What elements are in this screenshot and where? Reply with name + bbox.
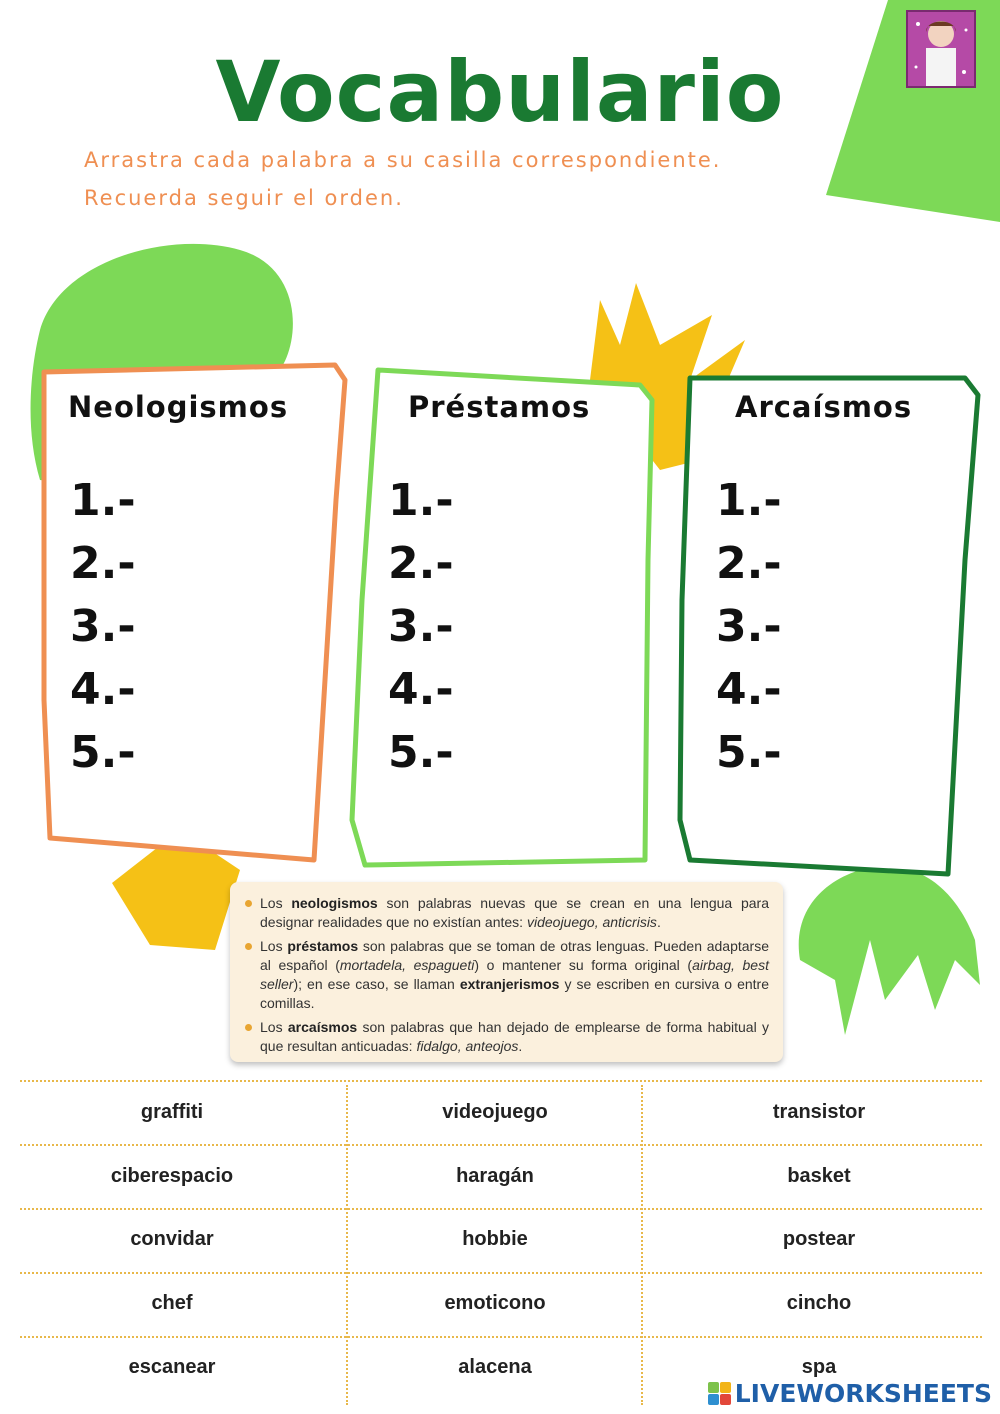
- instruction-line-2: Recuerda seguir el orden.: [84, 186, 404, 210]
- grid-divider: [20, 1080, 982, 1082]
- word-chip[interactable]: escanear: [128, 1356, 216, 1378]
- definitions-box: [230, 882, 783, 1062]
- grid-divider: [20, 1272, 982, 1274]
- drop-slot-prestamos-5[interactable]: 5.-: [388, 727, 454, 778]
- word-chip[interactable]: graffiti: [140, 1101, 204, 1123]
- drop-slot-neologismos-3[interactable]: 3.-: [70, 601, 136, 652]
- grid-divider: [20, 1144, 982, 1146]
- drop-slot-prestamos-4[interactable]: 4.-: [388, 664, 454, 715]
- drop-slot-neologismos-1[interactable]: 1.-: [70, 475, 136, 526]
- word-chip[interactable]: postear: [782, 1228, 856, 1250]
- definition-prestamos: Los préstamos son palabras que se toman de otras lenguas. Pueden adaptarse al español (mortadela, espagueti) o mantener su forma original (airbag, best seller); en ese caso, se llaman extranjerismos y se escriben en cursiva o entre comillas.: [242, 937, 769, 1013]
- word-chip[interactable]: transistor: [772, 1101, 866, 1123]
- word-chip[interactable]: emoticono: [444, 1292, 546, 1314]
- word-chip[interactable]: alacena: [458, 1356, 532, 1378]
- bullet-icon: [245, 1024, 252, 1031]
- drop-slot-arcaismos-1[interactable]: 1.-: [716, 475, 782, 526]
- box-heading-prestamos: Préstamos: [408, 390, 591, 424]
- drop-slot-prestamos-1[interactable]: 1.-: [388, 475, 454, 526]
- word-chip[interactable]: chef: [151, 1292, 193, 1314]
- definition-neologismos: Los neologismos son palabras nuevas que se crean en una lengua para designar realidades que no existían antes: videojuego, anticrisis.: [242, 894, 769, 932]
- box-heading-neologismos: Neologismos: [68, 390, 289, 424]
- drop-slot-arcaismos-4[interactable]: 4.-: [716, 664, 782, 715]
- drop-slot-arcaismos-3[interactable]: 3.-: [716, 601, 782, 652]
- drop-slot-prestamos-3[interactable]: 3.-: [388, 601, 454, 652]
- word-chip[interactable]: cincho: [786, 1292, 852, 1314]
- drop-slot-neologismos-2[interactable]: 2.-: [70, 538, 136, 589]
- green-shape-bottom-right: [799, 866, 980, 1035]
- word-chip[interactable]: basket: [787, 1165, 851, 1187]
- word-chip[interactable]: hobbie: [462, 1228, 528, 1250]
- word-chip[interactable]: ciberespacio: [110, 1165, 234, 1187]
- definition-arcaismos: Los arcaísmos son palabras que han dejado de emplearse de forma habitual y que resultan anticuadas: fidalgo, anteojos.: [242, 1018, 769, 1056]
- drop-slot-arcaismos-5[interactable]: 5.-: [716, 727, 782, 778]
- drop-slot-neologismos-5[interactable]: 5.-: [70, 727, 136, 778]
- word-chip[interactable]: convidar: [130, 1228, 214, 1250]
- word-chip[interactable]: spa: [801, 1356, 837, 1378]
- drop-slot-arcaismos-2[interactable]: 2.-: [716, 538, 782, 589]
- grid-divider: [20, 1208, 982, 1210]
- drop-slot-prestamos-2[interactable]: 2.-: [388, 538, 454, 589]
- bullet-icon: [245, 900, 252, 907]
- grid-divider: [20, 1336, 982, 1338]
- liveworksheets-logo-icon: [708, 1382, 731, 1405]
- page-title: Vocabulario: [215, 43, 785, 141]
- watermark-text: LIVEWORKSHEETS: [734, 1379, 992, 1408]
- liveworksheets-watermark: [708, 1379, 992, 1408]
- word-chip[interactable]: videojuego: [442, 1101, 548, 1123]
- word-chip[interactable]: haragán: [456, 1165, 534, 1187]
- bullet-icon: [245, 943, 252, 950]
- drop-slot-neologismos-4[interactable]: 4.-: [70, 664, 136, 715]
- instruction-line-1: Arrastra cada palabra a su casilla correspondiente.: [84, 148, 722, 172]
- box-heading-arcaismos: Arcaísmos: [735, 390, 913, 424]
